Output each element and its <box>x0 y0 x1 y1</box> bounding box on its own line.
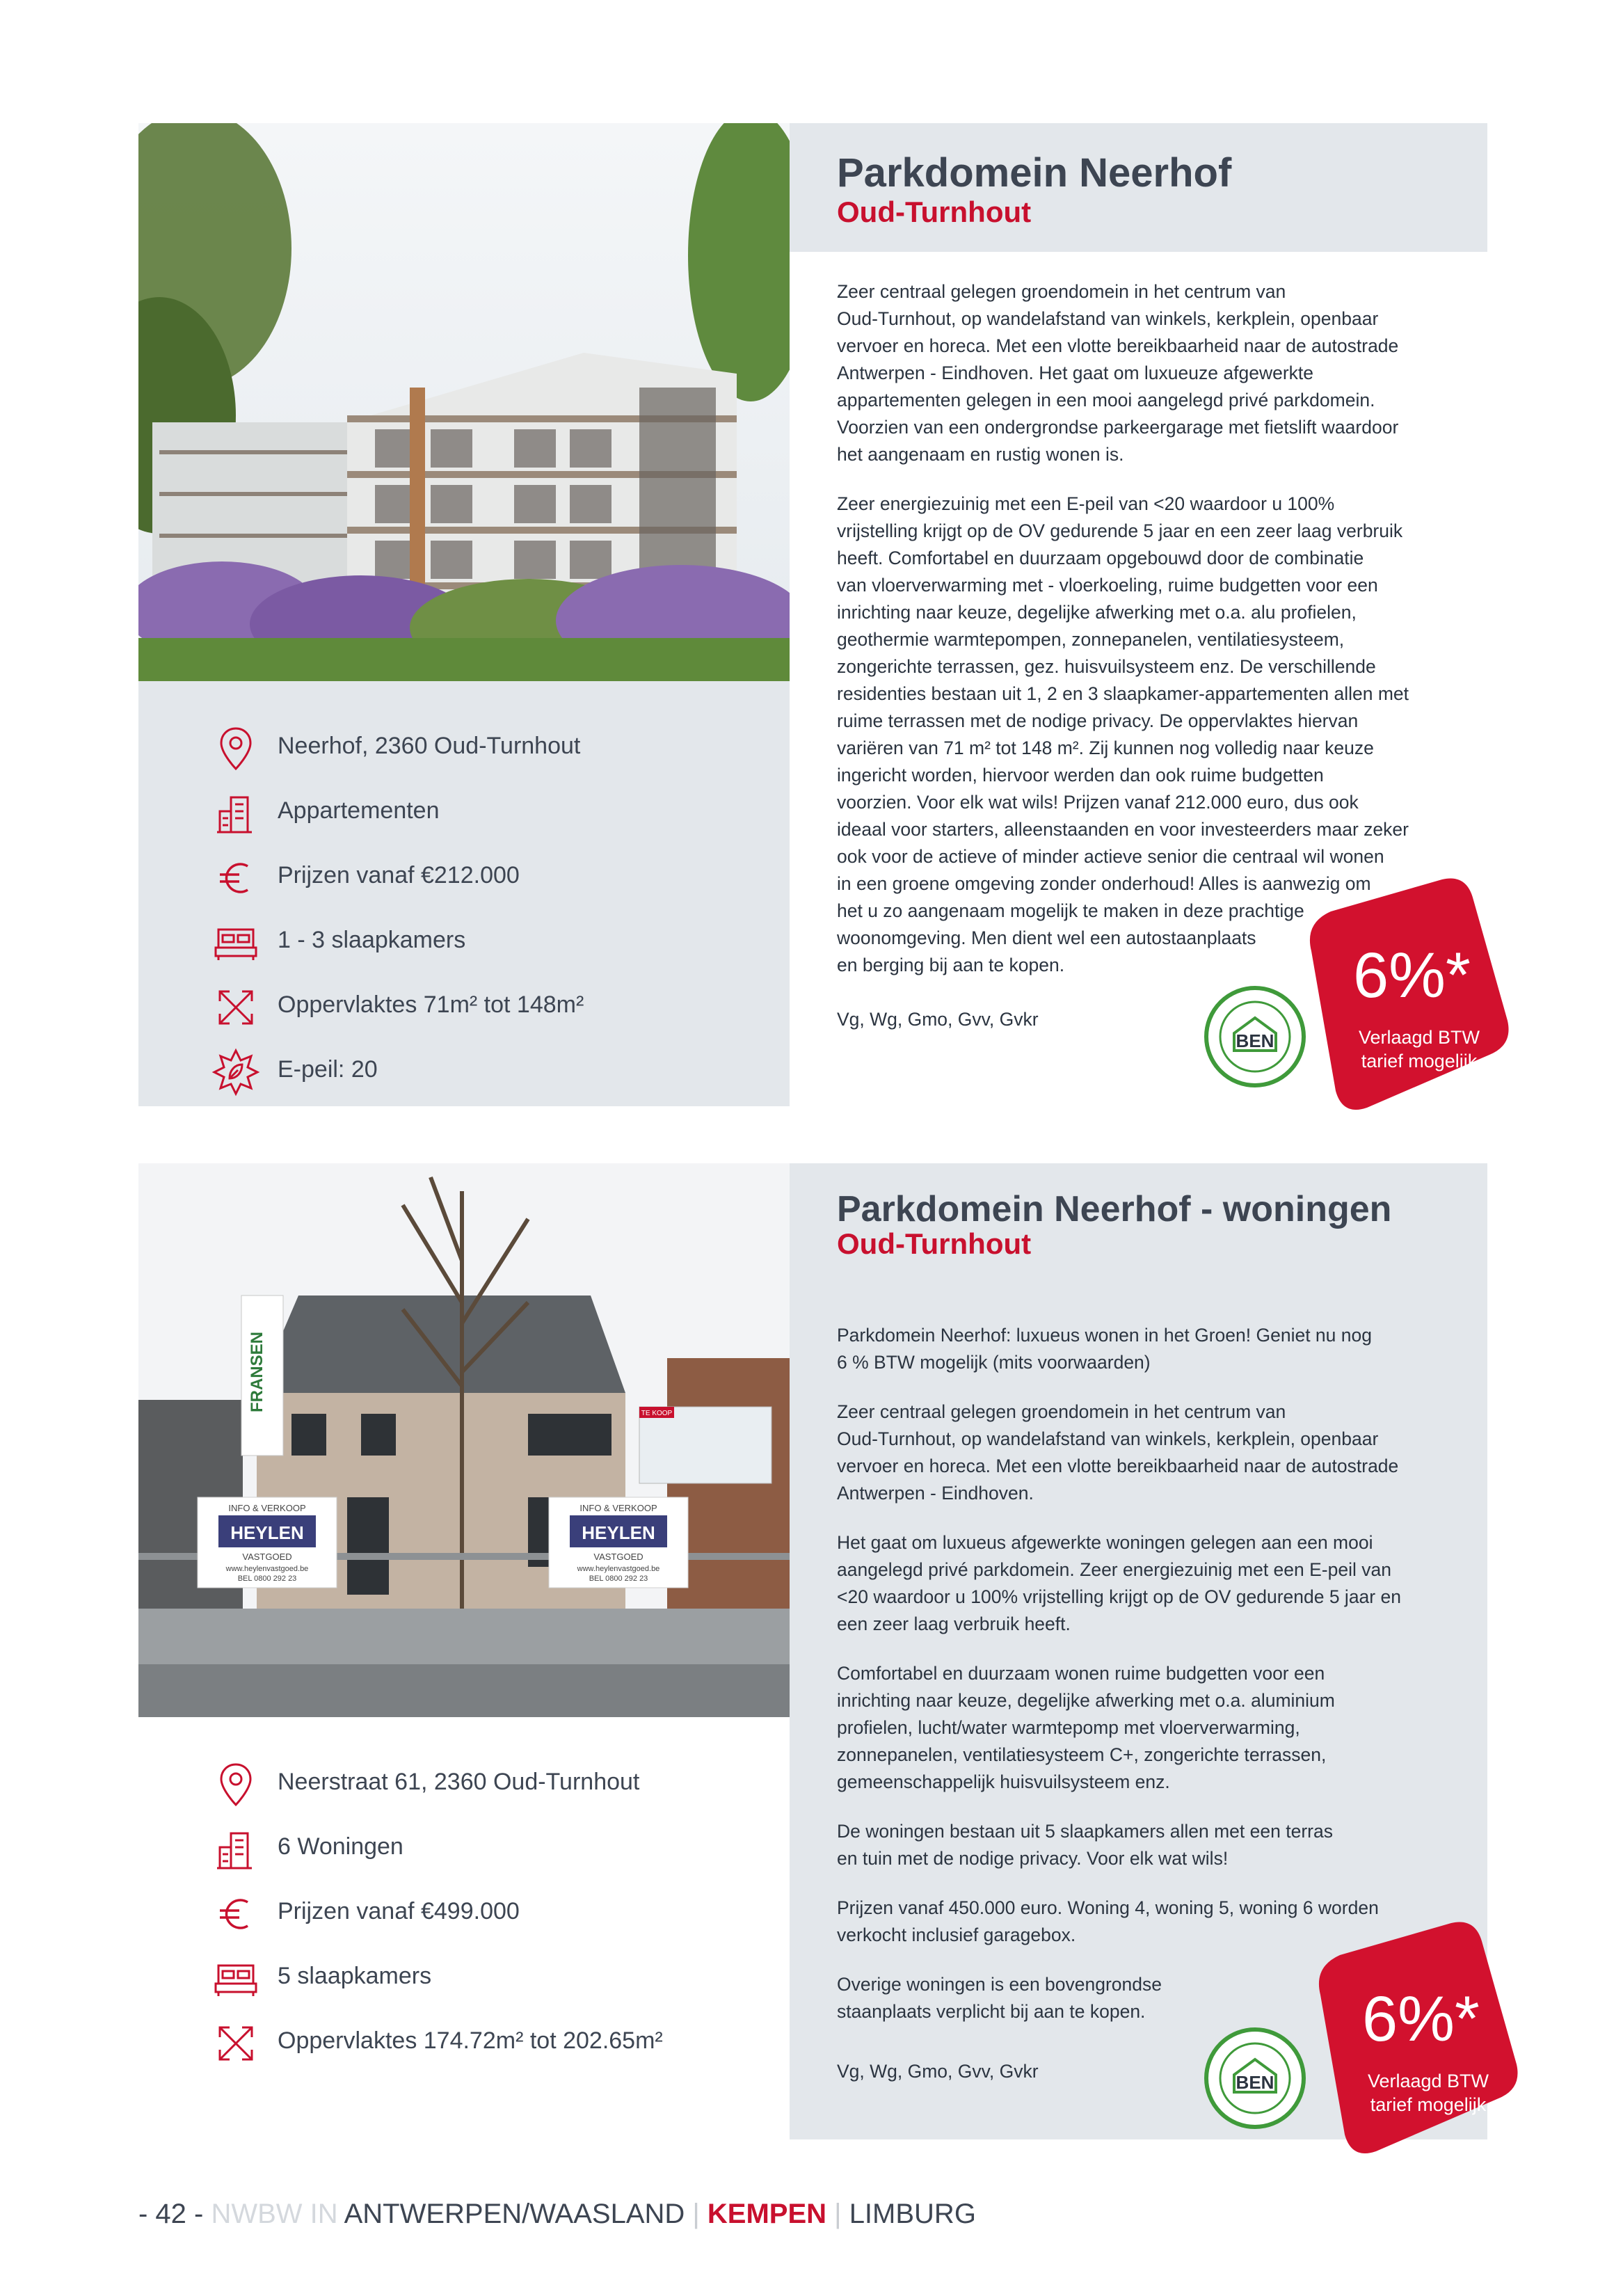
description-paragraph: Zeer energiezuinig met een E-peil van <20 waardoor u 100% vrijstelling krijgt op de OV gedurende 5 jaar en een zeer laag verbruik heeft. Comfortabel en duurzaam opgebouwd door de combinatie van vloerverwarming met - vloerkoeling, ruime budgetten voor een inrichting naar keuze, degelijke afwerking met o.a. alu profielen, geothermie warmtepompen, zonnepanelen, ventilatiesysteem, zongerichte terrassen, gez. huisvuilsysteem enz. De verschillende residenties bestaan uit 1, 2 en 3 slaapkamer-appartementen allen met ruime terrassen met de nodige privacy. De oppervlaktes hiervan variëren van 71 m² tot 148 m². Zij kunnen nog volledig naar keuze ingericht worden, hiervoor werden dan ook ruime budgetten voorzien. Voor elk wat wils! Prijzen vanaf 212.000 euro, dus ook ideaal voor starters, alleenstaanden en voor investeerders maar zeker ook voor de actieve of minder actieve senior die centraal wil wonen in een groene omgeving zonder onderhoud! Alles is aanwezig om het u zo aangenaam mogelijk te maken in deze prachtige woonomgeving. Men dient wel een autostaanplaats en berging bij aan te kopen. <box>837 493 1409 975</box>
sign-header: INFO & VERKOOP <box>579 1503 657 1513</box>
fact-address: Neerstraat 61, 2360 Oud-Turnhout <box>211 1760 782 1809</box>
fact-surface: Oppervlaktes 71m² tot 148m² <box>211 983 782 1032</box>
sign-brand: HEYLEN <box>582 1522 655 1543</box>
euro-icon <box>211 1890 260 1938</box>
euro-icon <box>211 854 260 902</box>
apartment-render-image <box>138 123 790 681</box>
sign-url: www.heylenvastgoed.be <box>225 1565 309 1573</box>
vat-badge <box>1293 1922 1529 2172</box>
footer-region-kempen[interactable]: KEMPEN <box>707 2199 827 2229</box>
fact-address: Neerhof, 2360 Oud-Turnhout <box>211 724 782 773</box>
description-paragraph: Zeer centraal gelegen groendomein in het centrum van Oud-Turnhout, op wandelafstand van winkels, kerkplein, openbaar vervoer en horeca. Met een vlotte bereikbaarheid naar de autostrade Antwerpen - Eindhoven. <box>837 1401 1399 1504</box>
listing-location: Oud-Turnhout <box>837 1227 1032 1260</box>
vat-badge <box>1284 878 1520 1129</box>
footer-region-limburg[interactable]: LIMBURG <box>849 2199 976 2229</box>
sun-leaf-icon <box>211 1048 260 1097</box>
fact-bedrooms: 1 - 3 slaapkamers <box>211 918 782 967</box>
location-pin-icon <box>211 1760 260 1809</box>
banner-text: FRANSEN <box>248 1331 266 1413</box>
vat-percent: 6%* <box>1353 940 1471 1011</box>
facts-panel <box>138 1717 790 2139</box>
permit-codes: Vg, Wg, Gmo, Gvv, Gvkr <box>837 1009 1039 1030</box>
listing-title: Parkdomein Neerhof - woningen <box>837 1189 1392 1229</box>
sign-phone: BEL 0800 292 23 <box>589 1574 648 1583</box>
footer-region-antwerpen[interactable]: ANTWERPEN/WAASLAND <box>344 2199 685 2229</box>
description-paragraph: Parkdomein Neerhof: luxueus wonen in het Groen! Geniet nu nog 6 % BTW mogelijk (mits voorwaarden) <box>837 1325 1372 1373</box>
fact-surface: Oppervlaktes 174.72m² tot 202.65m² <box>211 2019 782 2068</box>
sign-phone: BEL 0800 292 23 <box>237 1574 297 1583</box>
building-icon <box>211 789 260 838</box>
description-paragraph: Overige woningen is een bovengrondse staanplaats verplicht bij aan te kopen. <box>837 1974 1162 2022</box>
fact-type: Appartementen <box>211 789 782 838</box>
ben-seal-icon <box>1203 2026 1307 2130</box>
building-icon <box>211 1825 260 1874</box>
title-band <box>790 123 1487 252</box>
facts-panel <box>138 681 790 1106</box>
houses-photo-image <box>138 1163 790 1717</box>
footer-separator: | <box>692 2199 700 2229</box>
title-band <box>790 1163 1487 1275</box>
vat-percent: 6%* <box>1362 1984 1480 2055</box>
fact-bedrooms: 5 slaapkamers <box>211 1954 782 2003</box>
description-paragraph: Prijzen vanaf 450.000 euro. Woning 4, woning 5, woning 6 worden verkocht inclusief garagebox. <box>837 1897 1379 1945</box>
fact-epeil: E-peil: 20 <box>211 1048 782 1097</box>
description-paragraph: Zeer centraal gelegen groendomein in het centrum van Oud-Turnhout, op wandelafstand van winkels, kerkplein, openbaar vervoer en horeca. Met een vlotte bereikbaarheid naar de autostrade Antwerpen - Eindhoven. Het gaat om luxueuze afgewerkte appartementen gelegen in een mooi aangelegd privé parkdomein. Voorzien van een ondergrondse parkeergarage met fietslift waardoor het aangenaam en rustig wonen is. <box>837 281 1399 465</box>
page-number: - 42 - <box>138 2199 204 2229</box>
ben-label: BEN <box>1236 1030 1274 1051</box>
ben-label: BEN <box>1236 2072 1274 2093</box>
footer-separator: | <box>834 2199 842 2229</box>
vat-text: Verlaagd BTW tarief mogelijk <box>1358 1027 1480 1071</box>
expand-arrows-icon <box>211 983 260 1032</box>
sign-sub: VASTGOED <box>242 1552 292 1562</box>
listing-location: Oud-Turnhout <box>837 196 1032 228</box>
fact-type: 6 Woningen <box>211 1825 782 1874</box>
te-koop-text: TE KOOP <box>641 1410 673 1417</box>
bed-icon <box>211 1954 260 2003</box>
bed-icon <box>211 918 260 967</box>
description-paragraph: Comfortabel en duurzaam wonen ruime budgetten voor een inrichting naar keuze, degelijke afwerking met o.a. aluminium profielen, lucht/water warmtepomp met vloerverwarming, zonnepanelen, ventilatiesysteem C+, zongerichte terrassen, gemeenschappelijk huisvuilsysteem enz. <box>837 1663 1335 1792</box>
permit-codes: Vg, Wg, Gmo, Gvv, Gvkr <box>837 2061 1039 2082</box>
expand-arrows-icon <box>211 2019 260 2068</box>
location-pin-icon <box>211 724 260 773</box>
fact-price: Prijzen vanaf €212.000 <box>211 854 782 902</box>
listing-title: Parkdomein Neerhof <box>837 150 1232 196</box>
fact-price: Prijzen vanaf €499.000 <box>211 1890 782 1938</box>
sign-brand: HEYLEN <box>230 1522 304 1543</box>
description-paragraph: Het gaat om luxueus afgewerkte woningen gelegen aan een mooi aangelegd privé parkdomein. Zeer energiezuinig met een E-peil van <20 waardoor u 100% vrijstelling krijgt op de OV gedurende 5 jaar en een zeer laag verbruik heeft. <box>837 1532 1401 1634</box>
sign-header: INFO & VERKOOP <box>228 1503 306 1513</box>
listing-houses <box>138 1163 1487 2139</box>
description-paragraph: De woningen bestaan uit 5 slaapkamers allen met een terras en tuin met de nodige privacy. Voor elk wat wils! <box>837 1821 1333 1869</box>
sign-sub: VASTGOED <box>593 1552 643 1562</box>
page-footer <box>138 2199 976 2230</box>
sign-url: www.heylenvastgoed.be <box>577 1565 660 1573</box>
footer-brand: NWBW IN <box>211 2199 338 2229</box>
vat-text: Verlaagd BTW tarief mogelijk <box>1367 2071 1489 2115</box>
